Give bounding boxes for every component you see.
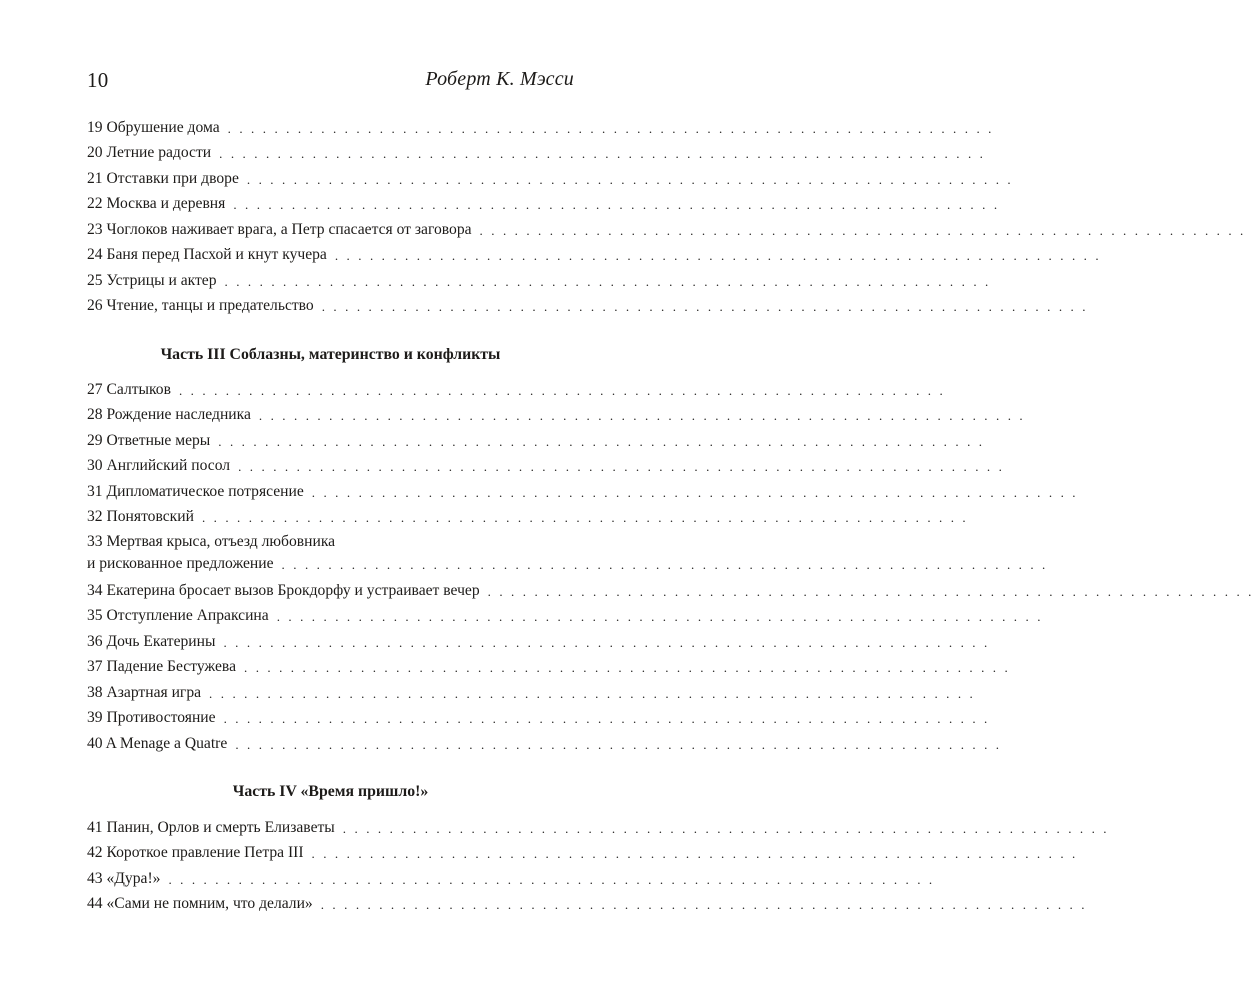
toc-entry: 34 Екатерина бросает вызов Брокдорфу и устраивает вечер . . . . . . . . . . . . . . . . . . . . . . . . . . . . . . . . . . . . . . . . . . . . . . . . . . . . . . . . . . . . . . . . . .: [87, 581, 1254, 599]
toc-entry: 39 Противостояние . . . . . . . . . . . . . . . . . . . . . . . . . . . . . . . . . . . . . . . . . . . . . . . . . . . . . . . . . . . . . . . . . .: [87, 709, 990, 726]
dot-leader: . . . . . . . . . . . . . . . . . . . . . . . . . . . . . . . . . . . . . . . . . . . . . . . . . . . . . . . . . . . . . . . . . .: [209, 685, 976, 701]
dot-leader: . . . . . . . . . . . . . . . . . . . . . . . . . . . . . . . . . . . . . . . . . . . . . . . . . . . . . . . . . . . . . . . . . .: [276, 609, 1044, 624]
toc-entry: 30 Английский посол . . . . . . . . . . . . . . . . . . . . . . . . . . . . . . . . . . . . . . . . . . . . . . . . . . . . . . . . . . . . . . . . . .: [87, 457, 1005, 474]
part-3-heading: Часть III Соблазны, материнство и конфликты: [160, 346, 501, 363]
dot-leader: . . . . . . . . . . . . . . . . . . . . . . . . . . . . . . . . . . . . . . . . . . . . . . . . . . . . . . . . . . . . . . . . . .: [223, 711, 990, 726]
dot-leader: . . . . . . . . . . . . . . . . . . . . . . . . . . . . . . . . . . . . . . . . . . . . . . . . . . . . . . . . . . . . . . . . . .: [244, 660, 1011, 675]
dot-leader: . . . . . . . . . . . . . . . . . . . . . . . . . . . . . . . . . . . . . . . . . . . . . . . . . . . . . . . . . . . . . . . . . .: [223, 634, 990, 650]
dot-leader: . . . . . . . . . . . . . . . . . . . . . . . . . . . . . . . . . . . . . . . . . . . . . . . . . . . . . . . . . . . . . . . . . .: [487, 583, 1254, 599]
toc-entry: 42 Короткое правление Петра III . . . . . . . . . . . . . . . . . . . . . . . . . . . . . . . . . . . . . . . . . . . . . . . . . . . . . . . . . . . . . . . . . .: [87, 844, 1078, 861]
dot-leader: . . . . . . . . . . . . . . . . . . . . . . . . . . . . . . . . . . . . . . . . . . . . . . . . . . . . . . . . . . . . . . . . . .: [201, 510, 969, 525]
toc-entry: 31 Дипломатическое потрясение . . . . . . . . . . . . . . . . . . . . . . . . . . . . . . . . . . . . . . . . . . . . . . . . . . . . . . . . . . . . . . . . . .: [87, 482, 1079, 500]
toc-entry: 41 Панин, Орлов и смерть Елизаветы . . . . . . . . . . . . . . . . . . . . . . . . . . . . . . . . . . . . . . . . . . . . . . . . . . . . . . . . . . . . . . . . . .: [87, 818, 1110, 836]
page-header: [87, 68, 574, 98]
toc-entry: 25 Устрицы и актер . . . . . . . . . . . . . . . . . . . . . . . . . . . . . . . . . . . . . . . . . . . . . . . . . . . . . . . . . . . . . . . . . .: [87, 271, 991, 289]
toc-entry: 35 Отступление Апраксина . . . . . . . . . . . . . . . . . . . . . . . . . . . . . . . . . . . . . . . . . . . . . . . . . . . . . . . . . . . . . . . . . .: [87, 607, 1044, 624]
running-head: Роберт К. Мэсси: [425, 68, 574, 90]
toc-entry: 43 «Дура!» . . . . . . . . . . . . . . . . . . . . . . . . . . . . . . . . . . . . . . . . . . . . . . . . . . . . . . . . . . . . . . . . . .: [87, 869, 935, 887]
document-page: [87, 0, 1254, 1000]
dot-leader: . . . . . . . . . . . . . . . . . . . . . . . . . . . . . . . . . . . . . . . . . . . . . . . . . . . . . . . . . . . . . . . . . .: [218, 433, 985, 449]
dot-leader: . . . . . . . . . . . . . . . . . . . . . . . . . . . . . . . . . . . . . . . . . . . . . . . . . . . . . . . . . . . . . . . . . .: [238, 459, 1005, 474]
dot-leader: . . . . . . . . . . . . . . . . . . . . . . . . . . . . . . . . . . . . . . . . . . . . . . . . . . . . . . . . . . . . . . . . . .: [311, 484, 1079, 500]
toc-entry: 32 Понятовский . . . . . . . . . . . . . . . . . . . . . . . . . . . . . . . . . . . . . . . . . . . . . . . . . . . . . . . . . . . . . . . . . .: [87, 508, 969, 525]
toc-entry: 22 Москва и деревня . . . . . . . . . . . . . . . . . . . . . . . . . . . . . . . . . . . . . . . . . . . . . . . . . . . . . . . . . . . . . . . . . .: [87, 195, 1000, 212]
toc-entry: 40 A Menage a Quatre . . . . . . . . . . . . . . . . . . . . . . . . . . . . . . . . . . . . . . . . . . . . . . . . . . . . . . . . . . . . . . . . . .: [87, 734, 1002, 752]
toc-entry: 26 Чтение, танцы и предательство . . . . . . . . . . . . . . . . . . . . . . . . . . . . . . . . . . . . . . . . . . . . . . . . . . . . . . . . . . . . . . . . . .: [87, 297, 1089, 314]
toc-entry: 19 Обрушение дома . . . . . . . . . . . . . . . . . . . . . . . . . . . . . . . . . . . . . . . . . . . . . . . . . . . . . . . . . . . . . . . . . .: [87, 118, 994, 136]
dot-leader: . . . . . . . . . . . . . . . . . . . . . . . . . . . . . . . . . . . . . . . . . . . . . . . . . . . . . . . . . . . . . . . . . .: [321, 299, 1089, 314]
toc-entry: 44 «Сами не помним, что делали» . . . . . . . . . . . . . . . . . . . . . . . . . . . . . . . . . . . . . . . . . . . . . . . . . . . . . . . . . . . . . . . . . .: [87, 895, 1088, 912]
toc-group-19-26: [87, 112, 1246, 316]
toc-entry: 38 Азартная игра . . . . . . . . . . . . . . . . . . . . . . . . . . . . . . . . . . . . . . . . . . . . . . . . . . . . . . . . . . . . . . . . . .: [87, 683, 976, 701]
toc-entry: 29 Ответные меры . . . . . . . . . . . . . . . . . . . . . . . . . . . . . . . . . . . . . . . . . . . . . . . . . . . . . . . . . . . . . . . . . .: [87, 431, 985, 449]
dot-leader: . . . . . . . . . . . . . . . . . . . . . . . . . . . . . . . . . . . . . . . . . . . . . . . . . . . . . . . . . . . . . . . . . .: [168, 871, 935, 887]
dot-leader: . . . . . . . . . . . . . . . . . . . . . . . . . . . . . . . . . . . . . . . . . . . . . . . . . . . . . . . . . . . . . . . . . .: [334, 248, 1102, 263]
toc-entry: 27 Салтыков . . . . . . . . . . . . . . . . . . . . . . . . . . . . . . . . . . . . . . . . . . . . . . . . . . . . . . . . . . . . . . . . . .: [87, 380, 946, 398]
page-number: 10: [87, 68, 109, 92]
dot-leader: . . . . . . . . . . . . . . . . . . . . . . . . . . . . . . . . . . . . . . . . . . . . . . . . . . . . . . . . . . . . . . . . . .: [320, 897, 1088, 912]
toc-entry-line1: 33 Мертвая крыса, отъезд любовника: [87, 533, 336, 550]
toc-entry-line2: и рискованное предложение . . . . . . . . . . . . . . . . . . . . . . . . . . . . . . . . . . . . . . . . . . . . . . . . . . . . . . . . . . . . . . . . . .: [87, 555, 1048, 572]
dot-leader: . . . . . . . . . . . . . . . . . . . . . . . . . . . . . . . . . . . . . . . . . . . . . . . . . . . . . . . . . . . . . . . . . .: [224, 273, 991, 289]
dot-leader: . . . . . . . . . . . . . . . . . . . . . . . . . . . . . . . . . . . . . . . . . . . . . . . . . . . . . . . . . . . . . . . . . .: [235, 736, 1002, 752]
dot-leader: . . . . . . . . . . . . . . . . . . . . . . . . . . . . . . . . . . . . . . . . . . . . . . . . . . . . . . . . . . . . . . . . . .: [281, 557, 1048, 572]
dot-leader: . . . . . . . . . . . . . . . . . . . . . . . . . . . . . . . . . . . . . . . . . . . . . . . . . . . . . . . . . . . . . . . . . .: [233, 197, 1000, 212]
dot-leader: . . . . . . . . . . . . . . . . . . . . . . . . . . . . . . . . . . . . . . . . . . . . . . . . . . . . . . . . . . . . . . . . . .: [479, 222, 1246, 238]
toc-entry: 24 Баня перед Пасхой и кнут кучера . . . . . . . . . . . . . . . . . . . . . . . . . . . . . . . . . . . . . . . . . . . . . . . . . . . . . . . . . . . . . . . . . .: [87, 246, 1102, 263]
toc-entry: 20 Летние радости . . . . . . . . . . . . . . . . . . . . . . . . . . . . . . . . . . . . . . . . . . . . . . . . . . . . . . . . . . . . . . . . . .: [87, 144, 986, 161]
toc-entry: 21 Отставки при дворе . . . . . . . . . . . . . . . . . . . . . . . . . . . . . . . . . . . . . . . . . . . . . . . . . . . . . . . . . . . . . . . . . .: [87, 169, 1014, 187]
dot-leader: . . . . . . . . . . . . . . . . . . . . . . . . . . . . . . . . . . . . . . . . . . . . . . . . . . . . . . . . . . . . . . . . . .: [227, 120, 994, 136]
toc-group-41-44: [87, 812, 1110, 914]
dot-leader: . . . . . . . . . . . . . . . . . . . . . . . . . . . . . . . . . . . . . . . . . . . . . . . . . . . . . . . . . . . . . . . . . .: [258, 408, 1026, 423]
part-4-heading: Часть IV «Время пришло!»: [232, 783, 429, 800]
dot-leader: . . . . . . . . . . . . . . . . . . . . . . . . . . . . . . . . . . . . . . . . . . . . . . . . . . . . . . . . . . . . . . . . . .: [311, 846, 1078, 861]
toc-entry: 23 Чоглоков наживает врага, а Петр спасается от заговора . . . . . . . . . . . . . . . . . . . . . . . . . . . . . . . . . . . . . . . . . . . . . . . . . . . . . . . . . . . . . . . . . .: [87, 220, 1246, 238]
dot-leader: . . . . . . . . . . . . . . . . . . . . . . . . . . . . . . . . . . . . . . . . . . . . . . . . . . . . . . . . . . . . . . . . . .: [246, 171, 1014, 187]
dot-leader: . . . . . . . . . . . . . . . . . . . . . . . . . . . . . . . . . . . . . . . . . . . . . . . . . . . . . . . . . . . . . . . . . .: [342, 820, 1110, 836]
toc-entry-multiline: [87, 527, 1048, 575]
toc-entry: 28 Рождение наследника . . . . . . . . . . . . . . . . . . . . . . . . . . . . . . . . . . . . . . . . . . . . . . . . . . . . . . . . . . . . . . . . . .: [87, 406, 1026, 423]
toc-group-27-40: [87, 374, 1254, 754]
toc-entry: 36 Дочь Екатерины . . . . . . . . . . . . . . . . . . . . . . . . . . . . . . . . . . . . . . . . . . . . . . . . . . . . . . . . . . . . . . . . . .: [87, 632, 990, 650]
dot-leader: . . . . . . . . . . . . . . . . . . . . . . . . . . . . . . . . . . . . . . . . . . . . . . . . . . . . . . . . . . . . . . . . . .: [219, 146, 986, 161]
toc-entry: 37 Падение Бестужева . . . . . . . . . . . . . . . . . . . . . . . . . . . . . . . . . . . . . . . . . . . . . . . . . . . . . . . . . . . . . . . . . .: [87, 658, 1011, 675]
dot-leader: . . . . . . . . . . . . . . . . . . . . . . . . . . . . . . . . . . . . . . . . . . . . . . . . . . . . . . . . . . . . . . . . . .: [178, 382, 946, 398]
